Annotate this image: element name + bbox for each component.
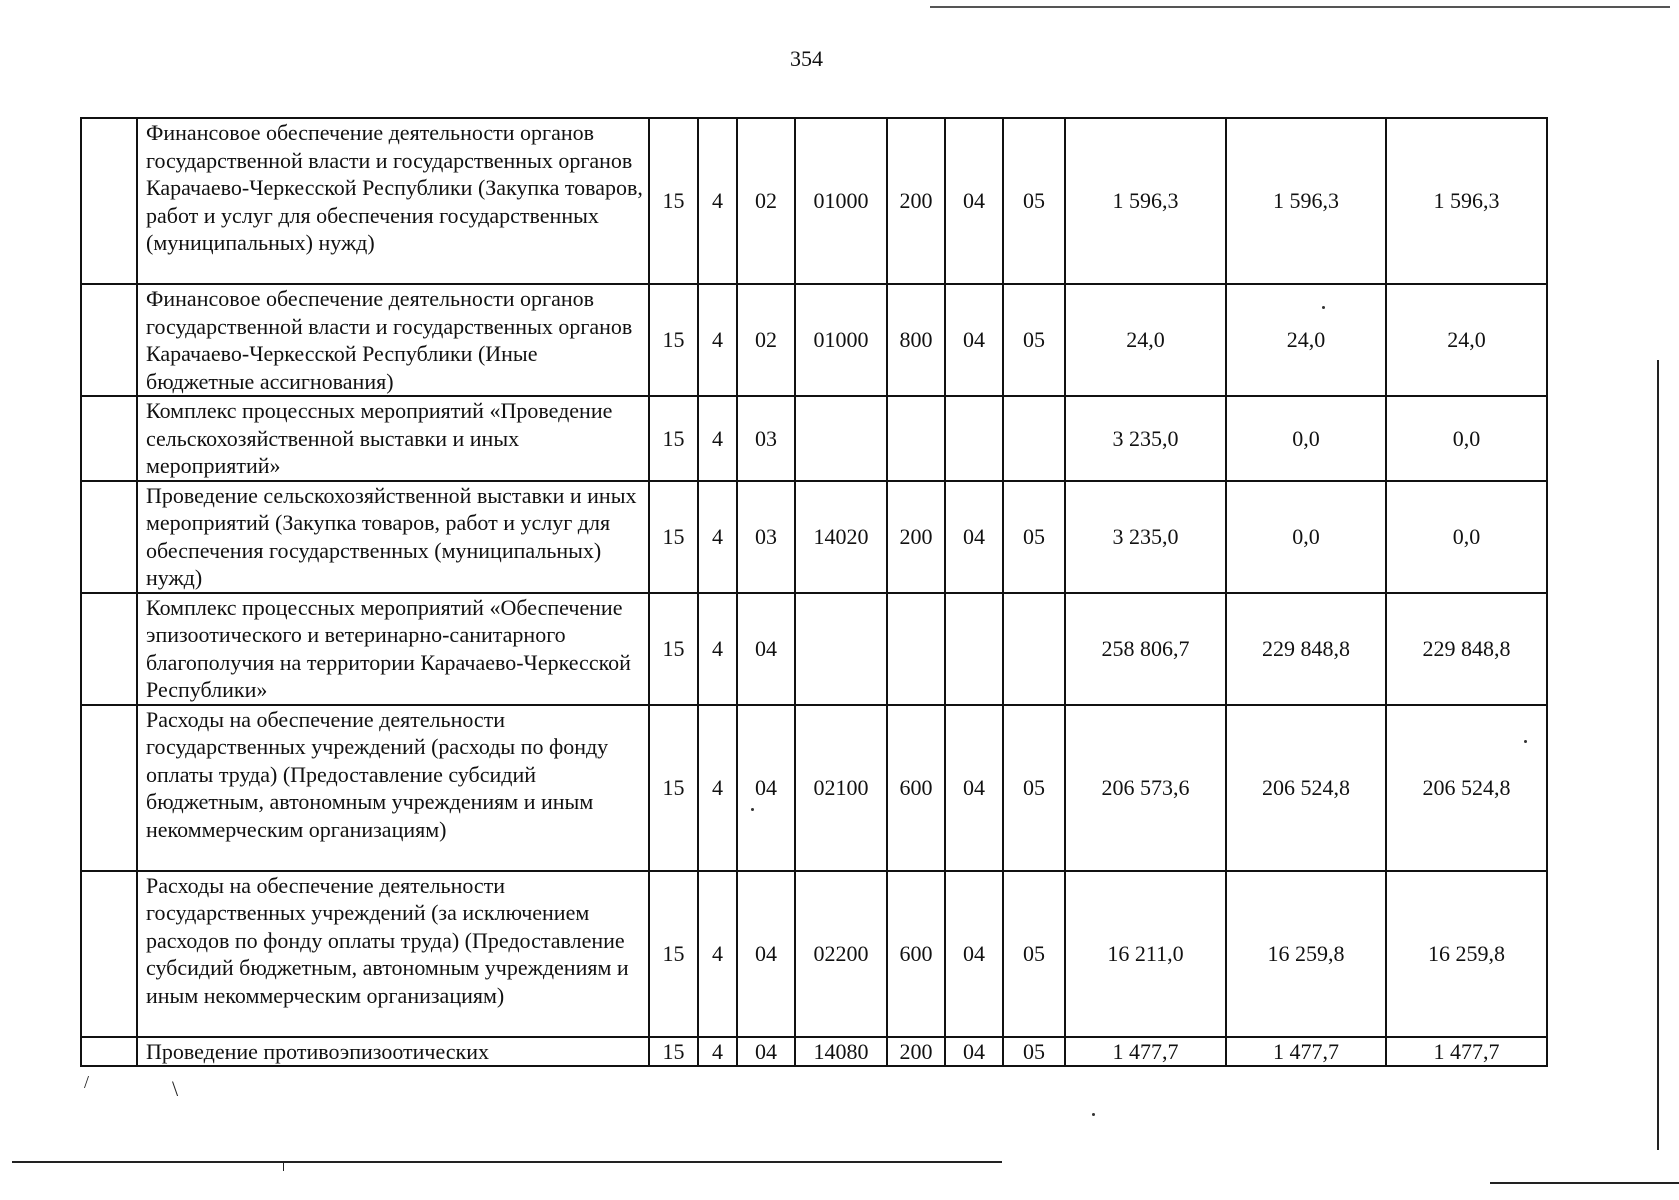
amount-cell: 229 848,8 — [1226, 593, 1386, 705]
amount-cell: 0,0 — [1226, 481, 1386, 593]
code-cell — [945, 396, 1003, 481]
description-cell: Проведение сельскохозяйственной выставки и иных мероприятий (Закупка товаров, работ и услуг для обеспечения государственных (муниципальных) нужд) — [137, 481, 649, 593]
code-cell: 4 — [698, 871, 737, 1037]
code-cell: 4 — [698, 284, 737, 396]
row-number-cell — [81, 481, 137, 593]
table-row — [81, 1037, 1547, 1067]
code-cell — [1003, 396, 1065, 481]
code-cell: 4 — [698, 1037, 737, 1067]
amount-cell: 16 259,8 — [1226, 871, 1386, 1037]
code-cell: 04 — [945, 1037, 1003, 1067]
code-cell: 15 — [649, 118, 698, 284]
code-cell: 04 — [945, 118, 1003, 284]
amount-cell: 3 235,0 — [1065, 481, 1226, 593]
amount-cell: 1 596,3 — [1386, 118, 1547, 284]
description-cell: Финансовое обеспечение деятельности органов государственной власти и государственных органов Карачаево-Черкесской Республики (Закупка товаров, работ и услуг для обеспечения государственных (муниципальных) нужд) — [137, 118, 649, 284]
scan-artifact-tick — [283, 1163, 284, 1171]
code-cell: 04 — [945, 284, 1003, 396]
amount-cell: 24,0 — [1386, 284, 1547, 396]
code-cell — [795, 593, 887, 705]
table-row — [81, 481, 1547, 593]
row-number-cell — [81, 118, 137, 284]
amount-cell: 16 211,0 — [1065, 871, 1226, 1037]
code-cell: 200 — [887, 1037, 945, 1067]
code-cell: 04 — [737, 1037, 795, 1067]
code-cell: 600 — [887, 871, 945, 1037]
code-cell: 15 — [649, 871, 698, 1037]
scan-artifact-top-line — [930, 6, 1670, 8]
amount-cell: 229 848,8 — [1386, 593, 1547, 705]
code-cell: 05 — [1003, 1037, 1065, 1067]
code-cell: 14020 — [795, 481, 887, 593]
code-cell — [887, 593, 945, 705]
code-cell: 200 — [887, 481, 945, 593]
page-number: 354 — [790, 46, 823, 71]
code-cell: 02200 — [795, 871, 887, 1037]
code-cell: 04 — [945, 705, 1003, 871]
scan-artifact-slash-mark: \ — [172, 1076, 179, 1101]
code-cell — [945, 593, 1003, 705]
description-cell: Комплекс процессных мероприятий «Обеспечение эпизоотического и ветеринарно-санитарного благополучия на территории Карачаево-Черкесской Республики» — [137, 593, 649, 705]
code-cell: 02100 — [795, 705, 887, 871]
table-row — [81, 871, 1547, 1037]
code-cell: 15 — [649, 593, 698, 705]
scan-artifact-dot — [751, 808, 754, 811]
code-cell: 01000 — [795, 284, 887, 396]
code-cell: 02 — [737, 284, 795, 396]
code-cell: 15 — [649, 284, 698, 396]
code-cell: 04 — [737, 593, 795, 705]
code-cell: 4 — [698, 396, 737, 481]
code-cell: 4 — [698, 481, 737, 593]
code-cell: 4 — [698, 118, 737, 284]
code-cell: 15 — [649, 705, 698, 871]
amount-cell: 3 235,0 — [1065, 396, 1226, 481]
code-cell: 04 — [945, 871, 1003, 1037]
amount-cell: 206 524,8 — [1226, 705, 1386, 871]
scan-artifact-dot — [1524, 740, 1527, 743]
code-cell — [795, 396, 887, 481]
row-number-cell — [81, 284, 137, 396]
scan-artifact-dot — [1092, 1113, 1095, 1116]
code-cell: 14080 — [795, 1037, 887, 1067]
description-cell: Расходы на обеспечение деятельности государственных учреждений (за исключением расходов по фонду оплаты труда) (Предоставление субсидий бюджетным, автономным учреждениям и иным некоммерческим организациям) — [137, 871, 649, 1037]
description-cell: Финансовое обеспечение деятельности органов государственной власти и государственных органов Карачаево-Черкесской Республики (Иные бюджетные ассигнования) — [137, 284, 649, 396]
code-cell: 05 — [1003, 481, 1065, 593]
budget-table — [80, 117, 1548, 1067]
amount-cell: 1 477,7 — [1386, 1037, 1547, 1067]
code-cell — [1003, 593, 1065, 705]
amount-cell: 24,0 — [1065, 284, 1226, 396]
scan-artifact-bottom-right-line — [1490, 1182, 1679, 1184]
amount-cell: 0,0 — [1226, 396, 1386, 481]
scan-artifact-right-edge-line — [1657, 360, 1659, 1150]
table-row — [81, 118, 1547, 284]
code-cell: 01000 — [795, 118, 887, 284]
amount-cell: 206 524,8 — [1386, 705, 1547, 871]
description-cell: Проведение противоэпизоотических — [137, 1037, 649, 1067]
row-number-cell — [81, 871, 137, 1037]
code-cell: 02 — [737, 118, 795, 284]
code-cell: 200 — [887, 118, 945, 284]
code-cell: 05 — [1003, 705, 1065, 871]
scan-artifact-dot — [1322, 306, 1325, 309]
description-cell: Комплекс процессных мероприятий «Проведение сельскохозяйственной выставки и иных мероприятий» — [137, 396, 649, 481]
amount-cell: 258 806,7 — [1065, 593, 1226, 705]
amount-cell: 1 477,7 — [1226, 1037, 1386, 1067]
amount-cell: 1 477,7 — [1065, 1037, 1226, 1067]
amount-cell: 1 596,3 — [1226, 118, 1386, 284]
table-row — [81, 284, 1547, 396]
table-row — [81, 705, 1547, 871]
row-number-cell — [81, 593, 137, 705]
code-cell: 05 — [1003, 118, 1065, 284]
code-cell: 600 — [887, 705, 945, 871]
amount-cell: 24,0 — [1226, 284, 1386, 396]
code-cell: 05 — [1003, 284, 1065, 396]
row-number-cell — [81, 1037, 137, 1067]
code-cell: 800 — [887, 284, 945, 396]
table-row — [81, 593, 1547, 705]
code-cell: 4 — [698, 593, 737, 705]
amount-cell: 0,0 — [1386, 481, 1547, 593]
description-cell: Расходы на обеспечение деятельности государственных учреждений (расходы по фонду оплаты труда) (Предоставление субсидий бюджетным, автономным учреждениям и иным некоммерческим организациям) — [137, 705, 649, 871]
code-cell: 15 — [649, 396, 698, 481]
code-cell: 03 — [737, 396, 795, 481]
code-cell: 05 — [1003, 871, 1065, 1037]
amount-cell: 0,0 — [1386, 396, 1547, 481]
code-cell — [887, 396, 945, 481]
code-cell: 04 — [945, 481, 1003, 593]
code-cell: 04 — [737, 705, 795, 871]
code-cell: 15 — [649, 1037, 698, 1067]
code-cell: 03 — [737, 481, 795, 593]
amount-cell: 16 259,8 — [1386, 871, 1547, 1037]
table-row — [81, 396, 1547, 481]
code-cell: 04 — [737, 871, 795, 1037]
code-cell: 4 — [698, 705, 737, 871]
scan-artifact-tick-mark: / — [84, 1072, 90, 1092]
row-number-cell — [81, 396, 137, 481]
amount-cell: 206 573,6 — [1065, 705, 1226, 871]
row-number-cell — [81, 705, 137, 871]
code-cell: 15 — [649, 481, 698, 593]
amount-cell: 1 596,3 — [1065, 118, 1226, 284]
scan-artifact-bottom-left-line — [12, 1161, 1002, 1163]
